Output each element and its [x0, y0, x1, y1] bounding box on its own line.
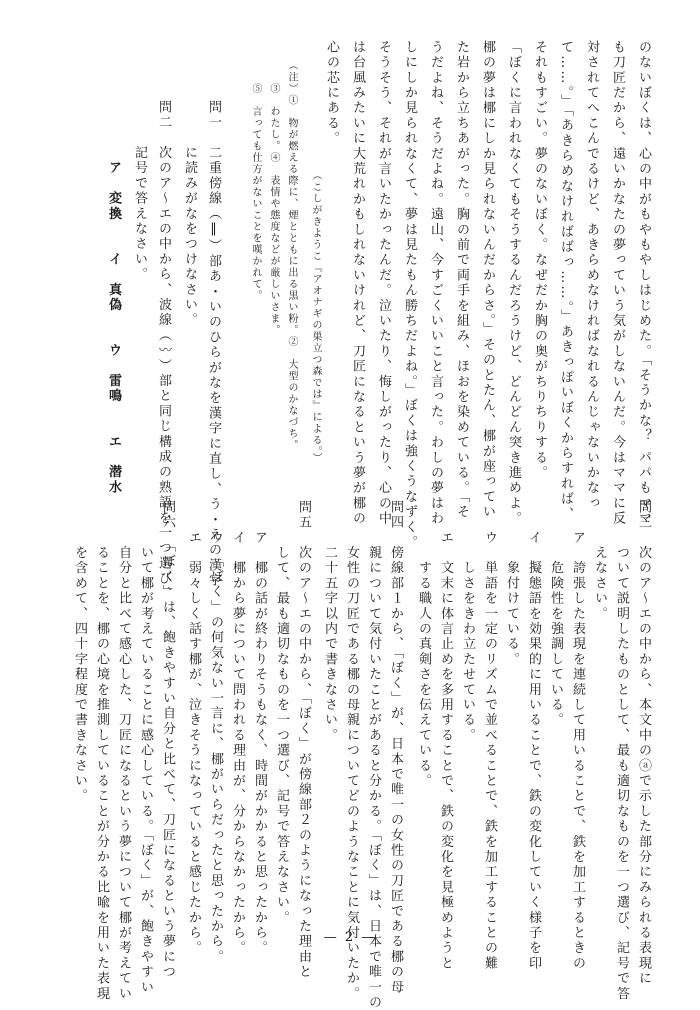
question-3-line: 問三 次のア〜エの中から、本文中のⓐで示した部分にみられる表現に	[636, 500, 651, 987]
question-5-choice: エ 弱々しく話す梛が、泣きそうになっていると感じたから。	[186, 500, 201, 956]
question-6-line: を含めて、四十字程度で書きなさい。	[72, 500, 87, 804]
question-6-line: いて梛が考えていることに感心している。「ぼく」が、飽きやすい	[138, 500, 153, 996]
question-1-line: 問一 二重傍線（‖）部あ・いのひらがなを漢字に直し、う・えの漢字	[206, 100, 221, 589]
question-5-choice: イ 梛から夢について問われる理由が、分からなかったから。	[230, 500, 245, 956]
passage-line: て……。」「あきらめなければばっ……。」あきっぽいぼくからすれば、	[558, 40, 573, 523]
notes-and-early-questions	[50, 40, 321, 602]
question-3-choice: イ 擬態語を効果的に用いることで、鉄の変化していく様子を印	[526, 500, 541, 972]
page-number: — 2 —	[323, 930, 377, 945]
question-2-line: 問二 次のア〜エの中から、波線（〰）部と同じ構成の熟語を一つ選び、	[156, 100, 171, 602]
question-4-line: 二十五字以内で書きなさい。	[322, 500, 337, 744]
question-6-line: 問六 「ぼく」は、飽きやすい自分と比べて、刀匠になるという夢につ	[160, 500, 175, 980]
question-4-line: 親について気付いたことがあると分かる。「ぼく」は、日本で唯一の	[366, 500, 381, 1010]
footnote-line: （注）① 物が燃える際に、煙とともに出る黒い粉。② 大型のかなづち。	[286, 60, 297, 451]
question-3-choice: する職人の真剣さを伝えている。	[416, 500, 431, 789]
question-3-line: えなさい。	[592, 500, 607, 622]
question-6-line: ることを、梛の心境を推測していることが分かる比喩を用いた表現	[94, 500, 109, 1002]
passage-line: も刀匠だから、遠いかなたの夢っていう気がしないんだ。今はママに反	[610, 40, 625, 527]
passage-line: は台風みたいに大荒れかもしれないけれど、刀匠になるという夢が梛の	[350, 40, 365, 527]
question-3-choice: ウ 単語を一定のリズムで並べることで、鉄を加工することの難	[482, 500, 497, 972]
question-4-line: 女性の刀匠である梛の母親についてどのようなことに気付いたか。	[344, 500, 359, 1002]
passage-line: うだよね、そうだよね。遠山、今すごくいいこと言った。わしの夢はわ	[428, 40, 443, 527]
passage-line: それもすごい。夢のないぼく。なぜだか胸の奥がちりちりする。	[532, 40, 547, 481]
passage-line: 心の芯にある。	[324, 40, 339, 147]
passage-line: のないぼくは、心の中がもやもやしはじめた。「そうかな？ パパもママ	[636, 40, 651, 527]
question-3-choice: エ 文末に体言止めを多用することで、鉄の変化を見極めようと	[438, 500, 453, 972]
footnote-line: ⑤ 言っても仕方がないことを嘆かれて。	[250, 60, 261, 302]
source-citation: （こしがきようこ『アオナギの巣立つ森では』による。）	[310, 170, 321, 464]
question-1-line: に読みがなをつけなさい。	[182, 100, 197, 328]
passage-line: しにしか見られなくて、夢は見たもん勝ちだよね。」ぼくは強くうなずく。	[402, 40, 417, 551]
question-4-line: 問四 傍線部１から、「ぼく」が、日本で唯一の女性の刀匠である梛の母	[388, 500, 403, 996]
story-passage	[300, 40, 651, 551]
question-3-choice: 危険性を強調している。	[548, 500, 563, 728]
passage-line: 梛の夢は梛にしか見られないんだからさ。」そのとたん、梛が座ってい	[480, 40, 495, 520]
passage-line: 対されてへこんでるけど、あきらめなければなれるんじゃないかなっ	[584, 40, 599, 512]
question-3-choice: ア 誇張した表現を連続して用いることで、鉄を加工するときの	[570, 500, 585, 972]
footnote-line: ③ わたし。④ 表情や態度などが厳しいさま。	[268, 60, 279, 336]
question-3-choice: 象付けている。	[504, 500, 519, 668]
later-questions	[72, 500, 651, 1010]
question-6-line: 自分と比べて感心した、刀匠になるという夢について梛が考えてい	[116, 500, 131, 1002]
question-5-line: して、最も適切なものを一つ選び、記号で答えなさい。	[274, 500, 289, 926]
question-3-line: ついて説明したものとして、最も適切なものを一つ選び、記号で答	[614, 500, 629, 1002]
question-2-line: 記号で答えなさい。	[132, 100, 147, 283]
passage-line: 「ぼくに言われなくてもそうするんだろうけど、どんどん突き進めよ。	[506, 40, 521, 527]
question-2-choices: ア 変換 イ 真偽 ウ 雷鳴 エ 潜水	[106, 100, 121, 496]
question-5-choice: ウ 「ぼく」の何気ない一言に、梛がいらだったと思ったから。	[208, 500, 223, 965]
passage-line: そうそう、それが言いたかったんだ。泣いたり、悔しがったり、心の中	[376, 40, 391, 527]
question-5-line: 問五 次のア〜エの中から、「ぼく」が傍線部２のようになった理由と	[296, 500, 311, 980]
question-3-choice: しさをきわ立たせている。	[460, 500, 475, 744]
passage-line: た岩から立ちあがった。胸の前で両手を組み、ほおを染めている。「そ	[454, 40, 469, 520]
question-5-choice: ア 梛の話が終わりそうもなく、時間がかかると思ったから。	[252, 500, 267, 956]
